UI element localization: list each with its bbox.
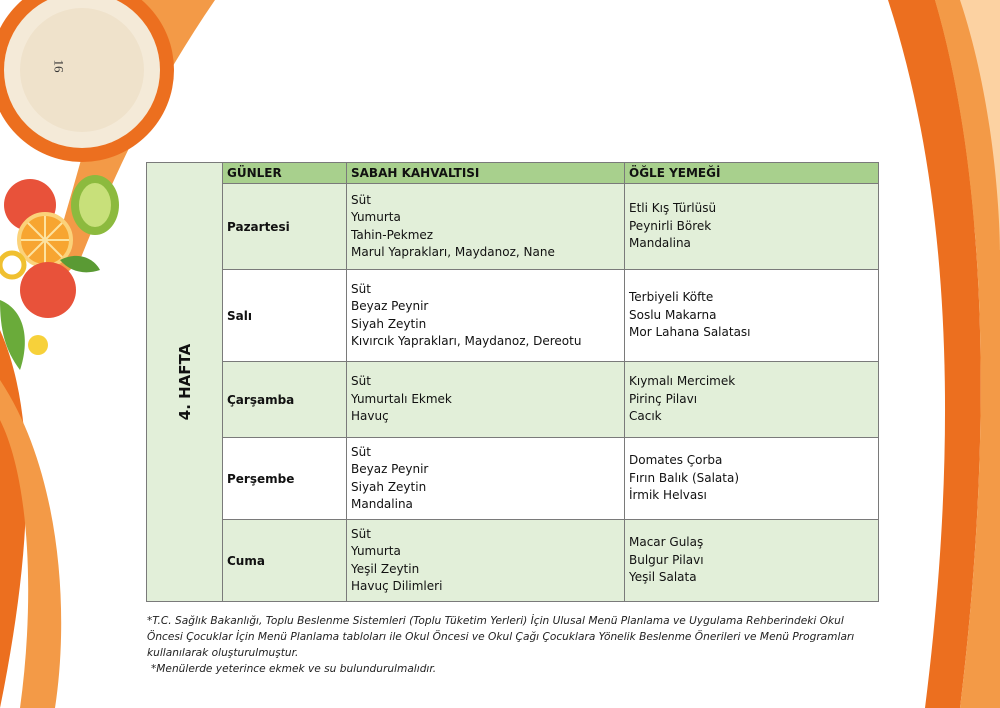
menu-item: Terbiyeli Köfte (629, 290, 714, 305)
menu-item: Yumurta (351, 210, 401, 224)
day-cell: Perşembe (223, 438, 347, 520)
menu-item: Süt (351, 192, 371, 207)
plate-center (20, 8, 144, 132)
menu-item: Beyaz Peynir (351, 462, 429, 476)
week-label: 4. HAFTA (175, 343, 194, 421)
menu-item: Beyaz Peynir (351, 299, 429, 313)
menu-item: Bulgur Pilavı (629, 552, 704, 567)
menu-item: Mandalina (351, 497, 413, 511)
page-number: 16 (51, 59, 67, 73)
menu-item: Yumurta (351, 544, 401, 558)
menu-item: Süt (351, 281, 371, 296)
menu-item: Pirinç Pilavı (629, 391, 698, 406)
breakfast-cell (347, 270, 625, 362)
footnotes (147, 613, 877, 677)
menu-item: Yumurtalı Ekmek (351, 391, 452, 406)
menu-item: Süt (351, 526, 371, 541)
lunch-cell (625, 184, 879, 270)
breakfast-cell (347, 438, 625, 520)
day-cell: Pazartesi (223, 184, 347, 270)
menu-item: Süt (351, 374, 371, 389)
footnote-source: *T.C. Sağlık Bakanlığı, Toplu Beslenme Sistemleri (Toplu Tüketim Yerleri) İçin Ulusal Menü Planlama ve Uygulama Rehberindeki Okul Öncesi Çocuklar İçin Menü Planlama tabloları ile Okul Öncesi ve Okul Çağı Çocuklara Yönelik Beslenme Önerileri ve Menü Programları kullanılarak oluşturulmuştur. (147, 615, 855, 659)
menu-item: Yeşil Salata (629, 570, 697, 585)
table-header-row (147, 163, 879, 184)
table-row (147, 520, 879, 602)
week-cell (147, 163, 223, 602)
menu-item: Mandalina (629, 236, 691, 251)
menu-item: Tahin-Pekmez (351, 227, 434, 242)
menu-item: Marul Yaprakları, Maydanoz, Nane (351, 245, 555, 259)
menu-item: Mor Lahana Salatası (629, 325, 751, 340)
menu-item: Kıvırcık Yaprakları, Maydanoz, Dereotu (351, 334, 582, 348)
table-row (147, 438, 879, 520)
breakfast-cell (347, 362, 625, 438)
menu-item: Siyah Zeytin (351, 479, 427, 494)
table-row (147, 270, 879, 362)
menu-item: Havuç (351, 409, 389, 424)
menu-item: Yeşil Zeytin (351, 561, 420, 576)
table-row (147, 362, 879, 438)
menu-item: Domates Çorba (629, 453, 723, 468)
footnote-bread-water: *Menülerde yeterince ekmek ve su bulundurulmalıdır. (151, 663, 437, 675)
menu-item: Etli Kış Türlüsü (629, 201, 717, 216)
menu-item: Siyah Zeytin (351, 316, 427, 331)
lime-inner (79, 183, 111, 227)
breakfast-cell (347, 184, 625, 270)
table-row (147, 184, 879, 270)
breakfast-cell (347, 520, 625, 602)
orange-slice-segments (21, 216, 69, 264)
header-lunch: ÖĞLE YEMEĞİ (625, 163, 879, 184)
menu-item: Fırın Balık (Salata) (629, 470, 740, 485)
menu-item: Soslu Makarna (629, 307, 717, 322)
lemon-bit (28, 335, 48, 355)
menu-item: İrmik Helvası (629, 488, 707, 503)
pepper-ring (0, 253, 24, 277)
tomato-2 (20, 262, 76, 318)
menu-item: Macar Gulaş (629, 535, 704, 550)
menu-item: Süt (351, 444, 371, 459)
lunch-cell (625, 362, 879, 438)
day-cell: Cuma (223, 520, 347, 602)
lunch-cell (625, 438, 879, 520)
header-days: GÜNLER (223, 163, 347, 184)
header-breakfast: SABAH KAHVALTISI (347, 163, 625, 184)
weekly-menu-table (146, 162, 879, 602)
day-cell: Salı (223, 270, 347, 362)
lunch-cell (625, 270, 879, 362)
lunch-cell (625, 520, 879, 602)
menu-item: Cacık (629, 409, 662, 424)
menu-item: Havuç Dilimleri (351, 579, 443, 593)
menu-item: Peynirli Börek (629, 218, 712, 233)
day-cell: Çarşamba (223, 362, 347, 438)
menu-item: Kıymalı Mercimek (629, 374, 736, 389)
